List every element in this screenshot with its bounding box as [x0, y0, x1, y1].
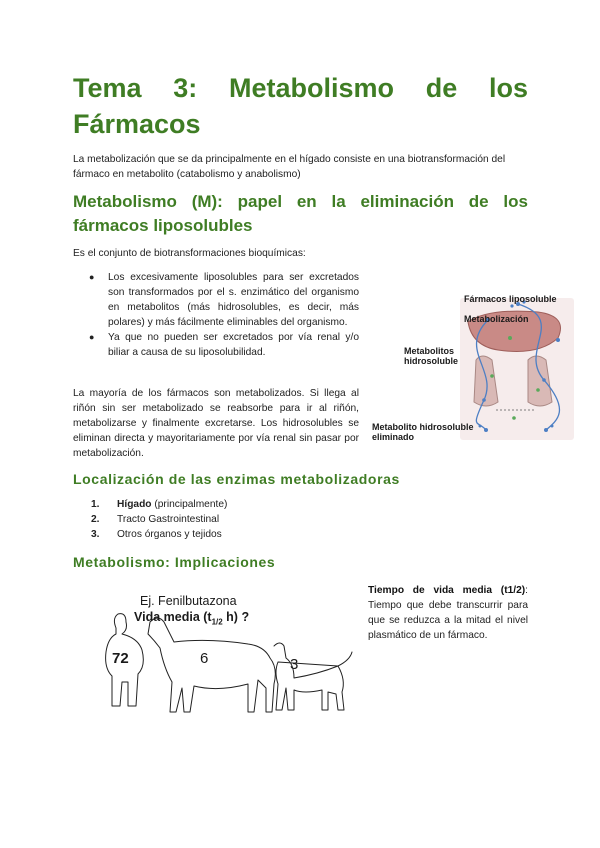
half-life-term: Tiempo de vida media (t1/2) — [368, 585, 526, 596]
dog-half-life-value: 3 — [290, 656, 299, 673]
list-item-text: Otros órganos y tejidos — [117, 529, 222, 540]
question-end: h) ? — [222, 610, 250, 624]
title-word: 3: — [173, 73, 198, 103]
question-text: Vida media (t — [134, 610, 212, 624]
list-item-bold: Hígado — [117, 499, 152, 510]
list-number: 2. — [91, 514, 100, 525]
section-lead: Es el conjunto de biotransformaciones bioquímicas: — [73, 248, 306, 259]
title-word: Metabolismo — [228, 73, 395, 103]
list-item — [73, 270, 359, 330]
label-farmacos-liposoluble: Fármacos liposoluble — [464, 294, 557, 304]
dog-outline-icon — [274, 643, 352, 710]
horse-half-life-value: 6 — [200, 650, 209, 667]
horse-outline-icon — [148, 618, 275, 712]
metabolism-paragraph: La mayoría de los fármacos son metabolizados. Si llega al riñón sin ser metabolizado se reabsorbe para ir al riñón, metabolizarse y finalmente excretarse. Los hidrosolubles se eliminan directa y mayoritariamente por vía renal sin pasar por metabolización. — [73, 388, 359, 459]
section-heading-implicaciones: Metabolismo: Implicaciones — [73, 554, 276, 570]
list-item — [73, 497, 227, 512]
human-half-life-value: 72 — [112, 650, 129, 667]
list-number: 3. — [91, 529, 100, 540]
bullet-text: Los excesivamente liposolubles para ser excretados son transformados por el s. enzimático del organismo en metabolitos (más hidrosolubles, es decir, más polares) y más fácilmente eliminables del organismo. — [108, 272, 359, 328]
list-number: 1. — [91, 499, 100, 510]
title-word: de — [425, 73, 458, 103]
half-life-definition — [368, 583, 528, 643]
intro-paragraph: La metabolización que se da principalmente en el hígado consiste en una biotransformación del fármaco en metabolito (catabolismo y anabolismo) — [73, 154, 506, 180]
title-word: Tema — [73, 73, 142, 103]
bullet-icon: ● — [89, 272, 95, 282]
bullet-icon: ● — [89, 332, 95, 342]
metabolism-diagram — [368, 290, 578, 442]
example-drug-title: Ej. Fenilbutazona — [140, 594, 237, 608]
label-metabolito-eliminado: Metabolito hidrosoluble eliminado — [372, 422, 474, 442]
list-item-text: Tracto Gastrointestinal — [117, 514, 220, 525]
bullet-text: Ya que no pueden ser excretados por vía renal y/o biliar a causa de su liposolubilidad. — [108, 332, 359, 358]
title-line-2: Fármacos — [73, 109, 201, 139]
half-life-text: : Tiempo que debe transcurrir para que se reduzca a la mitad el nivel plasmático de un fármaco. — [368, 585, 528, 641]
title-line-1 — [73, 70, 528, 106]
enzyme-location-list — [73, 497, 227, 542]
list-item — [73, 330, 359, 360]
title-word: los — [488, 73, 528, 103]
list-item — [73, 527, 227, 542]
bullet-list — [73, 270, 359, 360]
list-item — [73, 512, 227, 527]
question-subscript: 1/2 — [211, 617, 223, 627]
label-metabolitos-hidrosoluble: Metabolitos hidrosoluble — [404, 346, 458, 366]
label-metabolizacion: Metabolización — [464, 314, 529, 324]
list-item-text: (principalmente) — [151, 499, 228, 510]
species-outline-illustration — [98, 588, 358, 724]
page-title — [73, 70, 528, 142]
diagram-illustration — [368, 290, 578, 442]
section-heading-localizacion: Localización de las enzimas metabolizadoras — [73, 471, 400, 487]
half-life-example-figure — [98, 588, 358, 724]
example-question — [134, 610, 249, 627]
section-heading-metabolismo: Metabolismo (M): papel en la eliminación de los fármacos liposolubles — [73, 192, 528, 235]
